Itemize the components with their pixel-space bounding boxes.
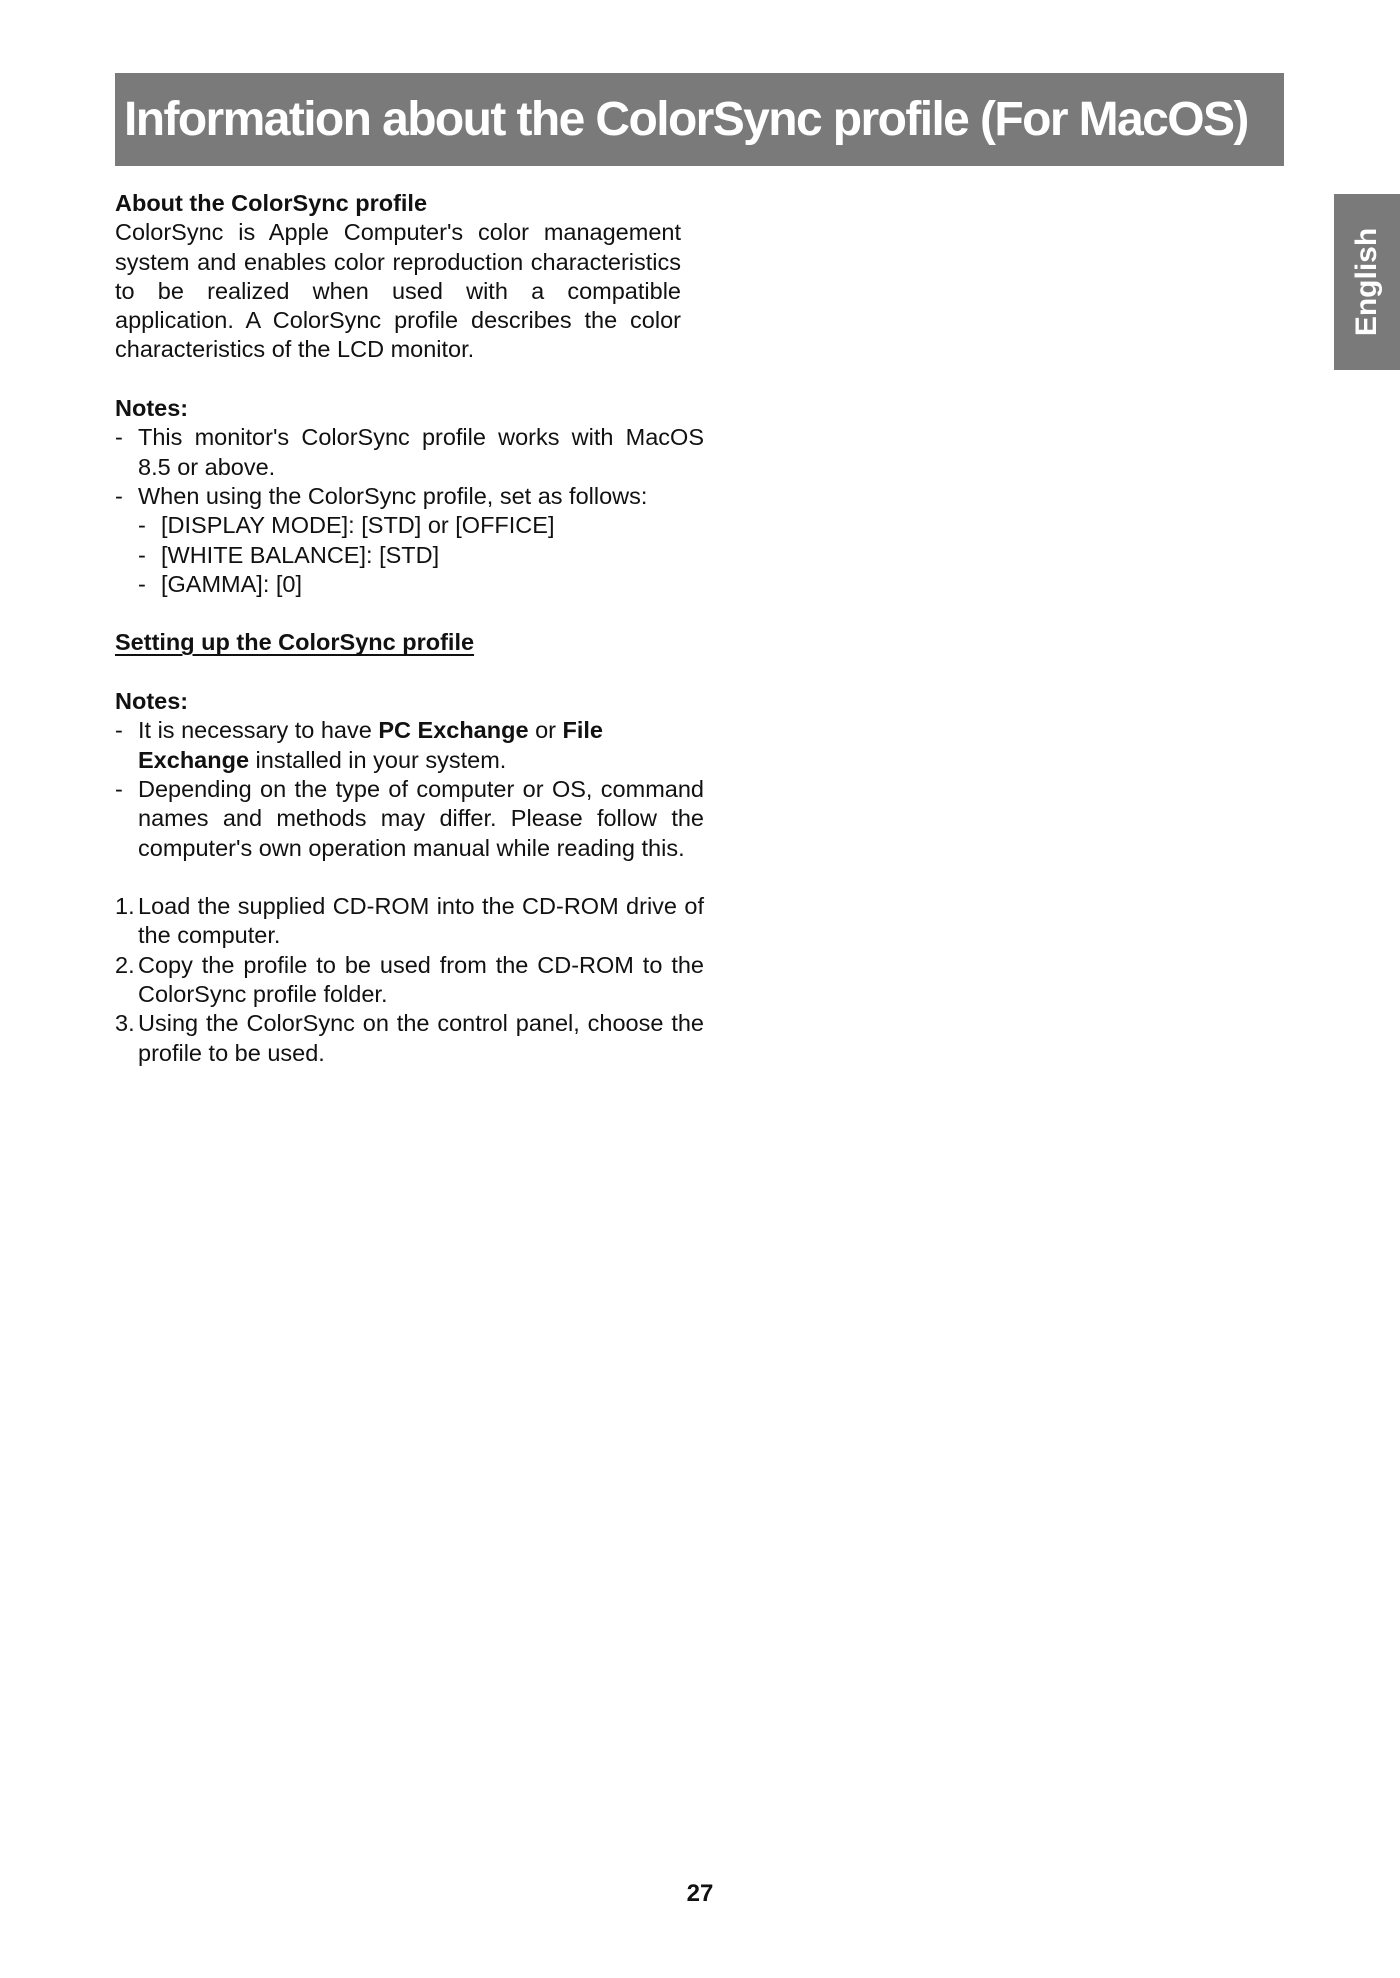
spacer (115, 599, 695, 628)
spacer (115, 365, 695, 394)
page-title: Information about the ColorSync profile (For MacOS) (124, 93, 1248, 146)
step-number: 1. (115, 893, 135, 920)
setting-text: [WHITE BALANCE]: [STD] (161, 541, 440, 568)
note-text: Depending on the type of computer or OS, command names and methods may differ. Please follow the computer's own operation manual while reading this. (138, 775, 704, 861)
note-item (115, 716, 695, 775)
about-heading: About the ColorSync profile (115, 190, 428, 216)
note-text: installed in your system. (249, 746, 507, 773)
setting-text: [DISPLAY MODE]: [STD] or [OFFICE] (161, 512, 555, 539)
setting-item (115, 541, 695, 570)
spacer (115, 658, 695, 687)
note-text: or (528, 717, 563, 744)
step-item (115, 1009, 704, 1068)
note-bullet: - (115, 424, 123, 451)
step-text: Load the supplied CD-ROM into the CD-ROM drive of the computer. (138, 893, 704, 949)
note-bullet: - (115, 482, 123, 509)
step-number: 2. (115, 951, 135, 978)
note-item (115, 775, 704, 863)
section-heading: Setting up the ColorSync profile (115, 629, 475, 656)
note-item (115, 423, 704, 482)
about-body: ColorSync is Apple Computer's color management system and enables color reproduction characteristics to be realized when used with a compatible application. A ColorSync profile describes the color characteristics of the LCD monitor. (115, 219, 681, 363)
note-bullet: - (115, 775, 123, 802)
step-text: Copy the profile to be used from the CD-ROM to the ColorSync profile folder. (138, 951, 704, 1008)
note-item (115, 482, 704, 511)
note-emphasis: File Exchange (138, 717, 603, 773)
language-tab-label: English (1350, 227, 1383, 337)
step-text: Using the ColorSync on the control panel, choose the profile to be used. (138, 1010, 704, 1066)
setting-bullet: - (138, 512, 146, 539)
title-banner (115, 73, 1284, 166)
step-number: 3. (115, 1010, 135, 1037)
notes-heading: Notes: (115, 395, 189, 422)
step-item (115, 951, 704, 1010)
note-text: When using the ColorSync profile, set as follows: (138, 482, 648, 509)
setting-item (115, 511, 695, 540)
spacer (115, 863, 695, 892)
main-content (115, 189, 704, 1068)
note-bullet: - (115, 717, 123, 744)
note-text: This monitor's ColorSync profile works with MacOS 8.5 or above. (138, 424, 704, 480)
step-item (115, 892, 704, 951)
note-text: It is necessary to have (138, 717, 379, 744)
setting-bullet: - (138, 570, 146, 597)
setting-bullet: - (138, 541, 146, 568)
notes-heading: Notes: (115, 688, 189, 715)
note-emphasis: PC Exchange (378, 717, 529, 744)
setting-item (115, 570, 695, 599)
page-number: 27 (686, 1880, 714, 1907)
language-tab (1334, 194, 1400, 370)
setting-text: [GAMMA]: [0] (161, 570, 303, 597)
